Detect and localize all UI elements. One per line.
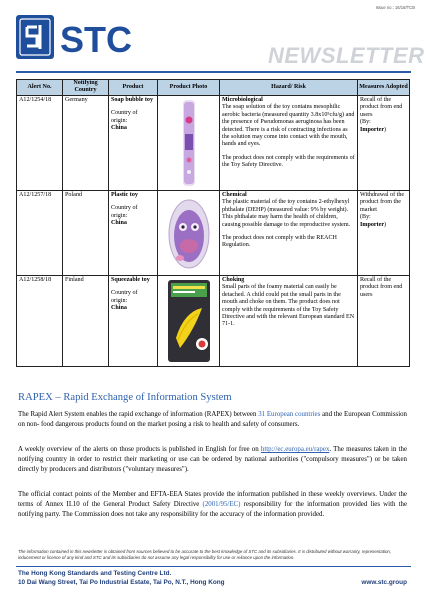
paragraph-text: A weekly overview of the alerts on those products is published in English for free on <box>18 446 261 453</box>
measures-party: Importer <box>360 126 385 133</box>
product-cell <box>109 190 158 275</box>
measures-by: (By: <box>360 214 371 221</box>
hazard-description: Small parts of the foamy material can easily be detached. A child could put the small parts in the mouth and choke on them. The product does not comply with the requirements of the Toy Safety Directive and with the relevant European standard EN 71-1. <box>222 284 355 328</box>
rapex-paragraph-3 <box>18 490 407 519</box>
measures-cell <box>358 275 410 366</box>
table-header-row <box>17 80 410 96</box>
hazard-cell <box>220 275 358 366</box>
notifying-country: Poland <box>63 190 109 275</box>
hazard-cell <box>220 190 358 275</box>
footer-divider <box>16 566 411 567</box>
column-header: Product <box>109 80 158 96</box>
origin-label: Country of origin: <box>111 110 138 124</box>
measures-text: Withdrawal of the product from the market <box>360 191 405 213</box>
soap-bubble-toy-photo <box>159 97 218 189</box>
paragraph-text: . The measures taken in the notifying country in order to restrict their marketing or use can be ordered by national authorities ("compulsory measures") or be taken directly by producers and distributors ("voluntary measures"). <box>18 446 407 473</box>
squeezable-toy-photo <box>159 277 218 365</box>
rapex-alert-table <box>16 79 410 367</box>
hazard-compliance-note: The product does not comply with the requirements of the Toy Safety Directive. <box>222 154 355 169</box>
logo-text: STC <box>60 19 132 60</box>
alert-number: A12/1257/18 <box>17 190 63 275</box>
paragraph-text: and the European Commission on non- food dangerous products found on the market posing a risk to health and safety of consumers. <box>18 411 408 428</box>
column-header: Notifying Country <box>63 80 109 96</box>
column-header: Hazard/ Risk <box>220 80 358 96</box>
hazard-cell <box>220 95 358 190</box>
notifying-country: Germany <box>63 95 109 190</box>
directive-link[interactable]: (2001/95/EC) <box>202 500 241 508</box>
hazard-compliance-note: The product does not comply with the REACH Regulation. <box>222 234 337 249</box>
plastic-toy-photo <box>159 192 218 274</box>
footer-website[interactable]: www.stc.group <box>361 579 407 586</box>
company-name: The Hong Kong Standards and Testing Centre Ltd. <box>18 570 172 577</box>
rapex-paragraph-2 <box>18 445 407 474</box>
rapex-paragraph-1 <box>18 410 407 430</box>
paragraph-text: The official contact points of the Member and EFTA-EEA States provide the information published in these weekly overviews. Under the terms of Annex II.10 of the General Product Safety Directive <box>18 491 407 508</box>
measures-text: Recall of the product from end users <box>360 96 403 118</box>
table-row <box>17 275 410 366</box>
rapex-section-title: RAPEX – Rapid Exchange of Information System <box>18 392 232 403</box>
column-header: Alert No. <box>17 80 63 96</box>
measures-cell <box>358 95 410 190</box>
alert-number: A12/1258/18 <box>17 275 63 366</box>
footer-company-info <box>18 570 225 587</box>
origin-value: China <box>111 220 127 227</box>
disclaimer: The information contained in this newsletter is obtained from sources believed to be accurate to the best knowledge of STC and its subsidiaries. It is distributed without warranty, representation, inducement or licence of any kind and STC and its subsidiaries do not assume any legal responsibility for use or reliance upon the information. <box>18 549 392 560</box>
product-cell <box>109 95 158 190</box>
paragraph-text: The Rapid Alert System enables the rapid exchange of information (RAPEX) between <box>18 411 259 418</box>
column-header: Product Photo <box>158 80 220 96</box>
stc-logo <box>16 13 146 68</box>
notifying-country: Finland <box>63 275 109 366</box>
product-photo-cell <box>158 95 220 190</box>
hazard-description: The plastic material of the toy contains 2-ethylhexyl phthalate (DEHP) (measured value: 9% by weight). This phthalate may harm the health of children, causing possible damage to the reproductive system. <box>222 199 351 228</box>
hazard-title: Chemical <box>222 191 247 198</box>
european-countries-link[interactable]: 31 European countries <box>258 411 321 418</box>
newsletter-title: NEWSLETTER <box>268 43 425 68</box>
hazard-description: The soap solution of the toy contains mesophilic aerobic bacteria (measured quantity 3.8x10⁵cfu/g) and the presence of Pseudomonas aeruginosa has been detected. There is a risk of contracting infections as the solution may come into contact with the mouth, hands and eyes. <box>222 104 355 148</box>
origin-value: China <box>111 305 127 312</box>
origin-value: China <box>111 125 127 132</box>
header-divider <box>16 71 411 73</box>
origin-label: Country of origin: <box>111 205 138 219</box>
alert-number: A12/1254/18 <box>17 95 63 190</box>
column-header: Measures Adopted <box>358 80 410 96</box>
company-address: 10 Dai Wang Street, Tai Po Industrial Estate, Tai Po, N.T., Hong Kong <box>18 578 225 586</box>
paragraph-text: responsibility for the information provided lies with the notifying party. The Commission does not take any responsibility for the accuracy of the information provided. <box>18 500 408 518</box>
measures-cell <box>358 190 410 275</box>
origin-label: Country of origin: <box>111 290 138 304</box>
table-row <box>17 95 410 190</box>
measures-party: Importer <box>360 221 385 228</box>
measures-text: Recall of the product from end users <box>360 276 403 298</box>
measures-close: ) <box>384 221 387 228</box>
hazard-title: Choking <box>222 276 245 283</box>
product-name: Plastic toy <box>111 191 138 198</box>
stc-logo-mark-icon <box>16 15 54 59</box>
newsletter-header <box>0 0 425 78</box>
product-photo-cell <box>158 190 220 275</box>
product-name: Squeezable toy <box>111 276 150 283</box>
measures-close: ) <box>384 126 387 133</box>
product-cell <box>109 275 158 366</box>
product-photo-cell <box>158 275 220 366</box>
product-name: Soap bubble toy <box>111 96 153 103</box>
measures-by: (By: <box>360 119 371 126</box>
table-row <box>17 190 410 275</box>
rapex-website-link[interactable]: http://ec.europa.eu/rapex <box>260 446 330 453</box>
issue-number: Issue no.: 16/18/TCB <box>375 5 415 10</box>
hazard-title: Microbiological <box>222 96 263 103</box>
